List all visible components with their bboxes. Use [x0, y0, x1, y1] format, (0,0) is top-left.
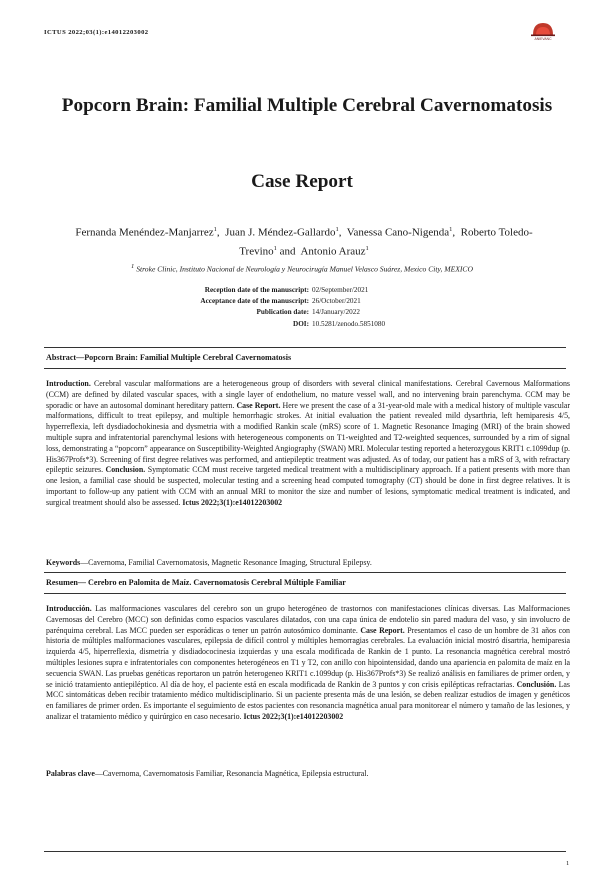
resumen-case-label: Case Report. [360, 625, 405, 635]
date-value: 14/January/2022 [312, 308, 360, 317]
manuscript-dates [0, 285, 604, 330]
author-name: Antonio Arauz [300, 245, 366, 258]
abstract-keywords [46, 558, 570, 567]
divider [44, 347, 566, 348]
palabras-clave-text: —Cavernoma, Cavernomatosis Familiar, Resonancia Magnética, Epilepsia estructural. [94, 769, 369, 778]
date-row [0, 285, 604, 296]
logo-emblem-icon [526, 20, 560, 38]
paper-type: Case Report [251, 171, 353, 192]
affiliation-number: 1 [131, 263, 135, 270]
resumen-intro-text: Las malformaciones vasculares del cerebro son un grupo heterogéneo de trastornos con manifestaciones clínicas diversas. Las Malformaciones Cavernosas del Cerebro (MCC) son definidas como espacios vasculares dilatados, con una capa única de endotelio sin pared madura del vaso, y sin involucro de parénquima cerebral. Las MCC pueden ser esporádicas o tener un patrón autosómico dominante. [46, 604, 570, 635]
author-name: Vanessa Cano-Nigenda [346, 226, 450, 239]
author-affiliation-mark: 1 [365, 244, 369, 252]
resumen-case-text: Presentamos el caso de un hombre de 31 años con historia de múltiples malformaciones vasculares, epilepsia de difícil control y múltiples hemorragias cerebrales. La evaluación inicial mostró disartria, hemiparesia izquierda 4/5, hiperreflexia, dismetría y disdiadococinesia izquierdas y una escala modificada de Rankin de 1 punto. La resonancia magnética cerebral mostró múltiples lesiones supra e infratentoriales con componentes heterogéneos en T1 y T2, con anillo con hipointensidad, dando una apariencia en palomita de maíz en la secuencia SWAN. Las pruebas genéticas reportaron un patrón heterogeneo KRIT1 c.1099dup (p. His367Profs*3) Se realizó análisis en familiares de primer orden, y se inició tratamiento antiepiléptico. Al día de hoy, el paciente está en escala modificada de Rankin de 3 puntos y con crisis epilépticas refractarias. [46, 625, 570, 689]
author-affiliation-mark: 1 [449, 226, 453, 233]
abstract-heading: Abstract—Popcorn Brain: Familial Multiple Cerebral Cavernomatosis [46, 353, 292, 362]
author-name: Roberto Toledo-Trevino [239, 226, 533, 258]
date-row [0, 319, 604, 330]
resumen-intro-label: Introducción. [46, 604, 92, 613]
resumen-heading: Resumen— Cerebro en Palomita de Maíz. Cavernomatosis Cerebral Múltiple Familiar [46, 578, 346, 587]
journal-reference: ICTUS 2022;03(1):e14012203002 [44, 29, 149, 36]
abstract-citation: Ictus 2022;3(1):e14012203002 [182, 497, 283, 507]
abstract-body [46, 379, 570, 509]
author-name: Fernanda Menéndez-Manjarrez [75, 226, 214, 239]
palabras-clave-label: Palabras clave [46, 769, 95, 778]
abstract-intro-text: Cerebral vascular malformations are a heterogeneous group of disorders with several clinical manifestations. Cerebral Cavernous Malformations (CCM) are defined by dilated vascular spaces, with a single layer of endothelium, no mature vessel wall, and no intervening brain parenchyma. CCM may be sporadic or have an autosomal dominant hereditary pattern. [46, 379, 570, 410]
footer-divider [44, 851, 566, 852]
logo-text: ANIEVANC [534, 37, 552, 41]
page-number: 1 [566, 860, 570, 867]
date-label: DOI: [293, 319, 309, 328]
date-row [0, 296, 604, 307]
affiliation-text: Stroke Clinic, Instituto Nacional de Neurología y Neurocirugía Manuel Velasco Suárez, Mexico City, MEXICO [136, 264, 473, 274]
date-label: Reception date of the manuscript: [204, 286, 309, 294]
divider [44, 368, 566, 369]
doi-link[interactable]: 10.5281/zenodo.5851080 [312, 319, 386, 328]
resumen-conclusion-label: Conclusión. [516, 679, 557, 689]
divider [44, 593, 566, 594]
author-affiliation-mark: 1 [213, 226, 217, 233]
resumen-citation: Ictus 2022;3(1):e14012203002 [243, 711, 344, 721]
abstract-conclusion-label: Conclusion. [105, 465, 146, 475]
abstract-case-label: Case Report. [236, 400, 281, 410]
resumen-conclusion-text: Las MCC sintomáticas deben recibir tratamiento médico multidisciplinario. Si un paciente presenta más de una lesión, se deben realizar estudios de imagen y genéticos en familiares de primer orden. Es importante el seguimiento de estos pacientes con resonancia magnética anual para monitorear el número y tamaño de las lesiones, y analizar el tratamiento médico y quirúrgico en caso necesario. [46, 679, 570, 721]
author-name: Juan J. Méndez-Gallardo [225, 226, 336, 239]
abstract-conclusion-text: Symptomatic CCM must receive targeted medical treatment with a multidisciplinary approach. If a patient presents with more than one lesion, a familial case should be suspected, molecular testing and a screening head computed tomography (CT) should be done in first degree relatives. It is important to follow-up any patient with CCM with an annual MRI to monitor the size and number of lesions, symptomatic medical treatment is indicated, and surgical treatment should also be assessed. [46, 465, 571, 507]
keywords-text: —Cavernoma, Familial Cavernomatosis, Magnetic Resonance Imaging, Structural Epilepsy. [80, 558, 372, 567]
paper-title: Popcorn Brain: Familial Multiple Cerebral Cavernomatosis [61, 95, 553, 116]
date-label: Acceptance date of the manuscript: [200, 297, 309, 306]
date-row [0, 307, 604, 318]
keywords-label: Keywords [46, 558, 81, 567]
resumen-keywords [46, 769, 570, 778]
affiliation [40, 263, 564, 274]
abstract-intro-label: Introduction. [46, 379, 91, 388]
date-label: Publication date: [256, 308, 309, 317]
resumen-body [46, 604, 570, 723]
journal-logo [526, 20, 560, 46]
abstract-case-text: Here we present the case of a 31-year-old male with a medical history of multiple vascular malformations, difficult to treat epilepsy, and multiple hemorrhagic strokes. At initial evaluation the patient revealed mild dysarthria, left hemiparesis 4/5, hyperreflexia, left dysdiadochokinesia and dysmetria with a modified Rankin scale (mRS) score of 1. Magnetic Resonance Imaging (MRI) of the brain showed multiple supra and infratentorial parenchymal lesions with heterogeneous components on T1-weighted and T2-weighted sequences, surrounded by a rim of signal loss, demonstrating a “popcorn” appearance on Susceptibility-Weighted Angiography (SWAN) MRI. Molecular testing reported a heterozygous KRIT1 c.1099dup (p. His367Profs*3). Screening of first degree relatives was performed, and antiepileptic treatment was adjusted. As of today, our patient has a mRS of 3, with refractary epileptic seizures. [46, 400, 571, 475]
divider [44, 572, 566, 573]
author-affiliation-mark: 1 [273, 244, 277, 252]
date-value: 26/October/2021 [312, 297, 361, 306]
date-value: 02/September/2021 [312, 286, 369, 294]
author-affiliation-mark: 1 [335, 226, 339, 233]
author-list: Fernanda Menéndez-Manjarrez$^1$, Juan J. Méndez-Gallardo$^1$, Vanessa Cano-Nigenda$^1$, Roberto Toledo-Trevino$^1$ and Antonio Arauz$^1$ [75, 226, 533, 258]
